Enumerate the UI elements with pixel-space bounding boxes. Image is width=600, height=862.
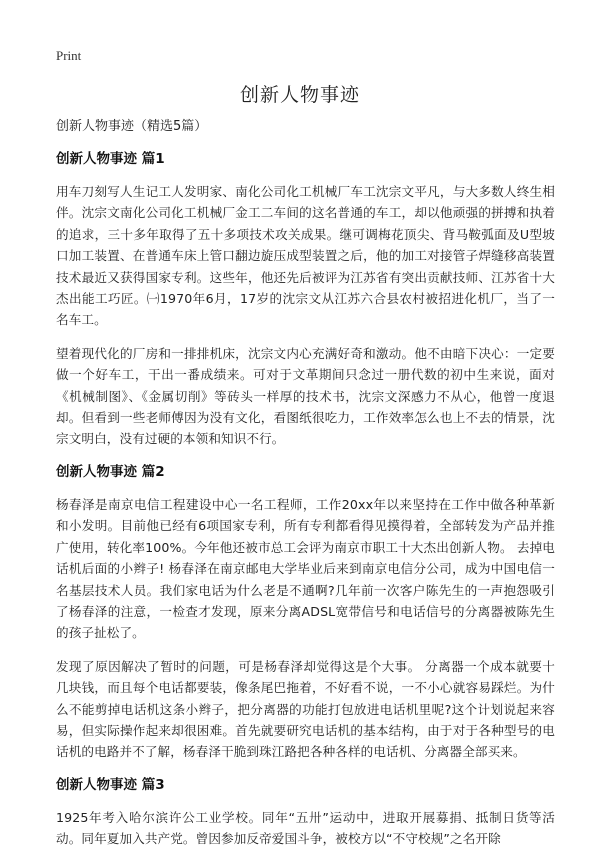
section-3 — [56, 775, 555, 850]
section-paragraph: 望着现代化的厂房和一排排机床，沈宗文内心充满好奇和激动。他不由暗下决心：一定要做一个好车工，干出一番成绩来。可对于文革期间只念过一册代数的初中生来说，面对《机械制图》、《金属切削》等砖头一样厚的技术书，沈宗文深感力不从心，他曾一度退却。但看到一些老师傅因为没有文化，看图纸很吃力，工作效率怎么也上不去的情景，沈宗文明白，没有过硬的本领和知识不行。 — [56, 345, 555, 447]
section-paragraph: 杨春泽是南京电信工程建设中心一名工程师，工作20xx年以来坚持在工作中做各种革新和小发明。目前他已经有6项国家专利，所有专利都看得见摸得着，全部转发为产品并推广使用，转化率100%。今年他还被市总工会评为南京市职工十大杰出创新人物。 去掉电话机后面的小辫子! 杨春泽在南京邮电大学毕业后来到南京电信分公司，成为中国电信一名基层技术人员。我们家电话为什么老是不通啊?几年前一次客户陈先生的一声抱怨吸引了杨春泽的注意，一检查才发现，原来分离ADSL宽带信号和电话信号的分离器被陈先生的孩子扯松了。 — [56, 496, 555, 641]
section-heading: 创新人物事迹 篇3 — [56, 776, 165, 793]
print-link[interactable]: Print — [56, 48, 82, 63]
document-title: 创新人物事迹 — [239, 84, 360, 106]
section-paragraph: 用车刀刻写人生记工人发明家、南化公司化工机械厂车工沈宗文平凡，与大多数人终生相伴。沈宗文南化公司化工机械厂金工二车间的这名普通的车工，却以他顽强的拼搏和执着的追求，三十多年取得了五十多项技术攻关成果。继可调梅花顶尖、背马鞍弧面及U型坡口加工装置、在普通车床上管口翻边旋压成型装置之后，他的加工对接管子焊缝移高装置技术最近又获得国家专利。这些年，他还先后被评为江苏省有突出贡献技师、江苏省十大杰出能工巧匠。㈠1970年6月，17岁的沈宗文从江苏六合县农村被招进化机厂，当了一名车工。 — [56, 184, 555, 328]
document-subtitle: 创新人物事迹（精选5篇） — [56, 119, 208, 134]
section-paragraph: 发现了原因解决了暂时的问题，可是杨春泽却觉得这是个大事。 分离器一个成本就要十几块钱，而且每个电话都要装，像条尾巴拖着，不好看不说，一不小心就容易踩烂。为什么不能剪掉电话机这条小辫子，把分离器的功能打包放进电话机里呢?这个计划说起来容易，但实际操作起来却很困难。首先就要研究电话机的基本结构，由于对于各种型号的电话机的电路并不了解，杨春泽干脆到珠江路把各种各样的电话机、分离器全部买来。 — [56, 658, 555, 760]
section-1 — [56, 149, 555, 450]
document-body — [56, 117, 555, 862]
section-heading: 创新人物事迹 篇1 — [56, 151, 165, 167]
section-paragraph: 1925年考入哈尔滨许公工业学校。同年“五卅”运动中，进取开展募捐、抵制日货等活动。同年夏加入共产党。曾因参加反帝爱国斗争，被校方以“不守校规”之名开除 — [56, 809, 555, 847]
section-2 — [56, 462, 555, 763]
section-heading: 创新人物事迹 篇2 — [56, 463, 165, 480]
